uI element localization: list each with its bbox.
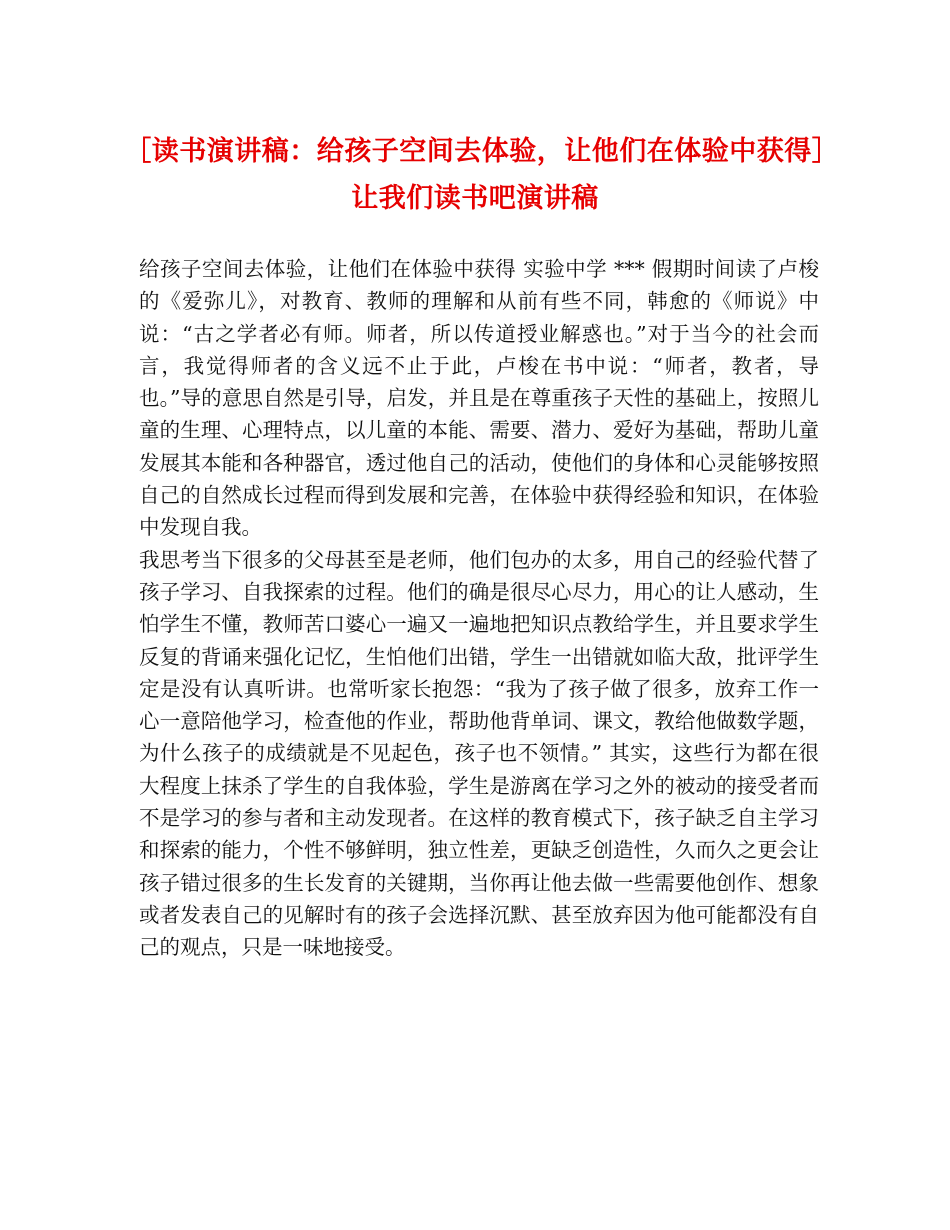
- document-title: ［读书演讲稿：给孩子空间去体验，让他们在体验中获得］让我们读书吧演讲稿: [124, 136, 826, 214]
- body-paragraph-2: 我思考当下很多的父母甚至是老师，他们包办的太多，用自己的经验代替了孩子学习、自我探索的过程。他们的确是很尽心尽力，用心的让人感动，生怕学生不懂，教师苦口婆心一遍又一遍地把知识点教给学生，并且要求学生反复的背诵来强化记忆，生怕他们出错，学生一出错就如临大敌，批评学生定是没有认真听讲。也常听家长抱怨：“我为了孩子做了很多，放弃工作一心一意陪他学习，检查他的作业，帮助他背单词、课文，教给他做数学题，为什么孩子的成绩就是不见起色，孩子也不领情。” 其实，这些行为都在很大程度上抹杀了学生的自我体验，学生是游离在学习之外的被动的接受者而不是学习的参与者和主动发现者。在这样的教育模式下，孩子缺乏自主学习和探索的能力，个性不够鲜明，独立性差，更缺乏创造性，久而久之更会让孩子错过很多的生长发育的关键期，当你再让他去做一些需要他创作、想象或者发表自己的见解时有的孩子会选择沉默、甚至放弃因为他可能都没有自己的观点，只是一味地接受。: [139, 547, 819, 960]
- document-body: [139, 253, 819, 964]
- body-paragraph-1: 给孩子空间去体验，让他们在体验中获得 实验中学 *** 假期时间读了卢梭的《爱弥儿》，对教育、教师的理解和从前有些不同，韩愈的《师说》中说：“古之学者必有师。师者，所以传道授业解惑也。”对于当今的社会而言，我觉得师者的含义远不止于此，卢梭在书中说：“师者，教者，导也。”导的意思自然是引导，启发，并且是在尊重孩子天性的基础上，按照儿童的生理、心理特点，以儿童的本能、需要、潜力、爱好为基础，帮助儿童发展其本能和各种器官，透过他自己的活动，使他们的身体和心灵能够按照自己的自然成长过程而得到发展和完善，在体验中获得经验和知识，在体验中发现自我。: [139, 257, 819, 540]
